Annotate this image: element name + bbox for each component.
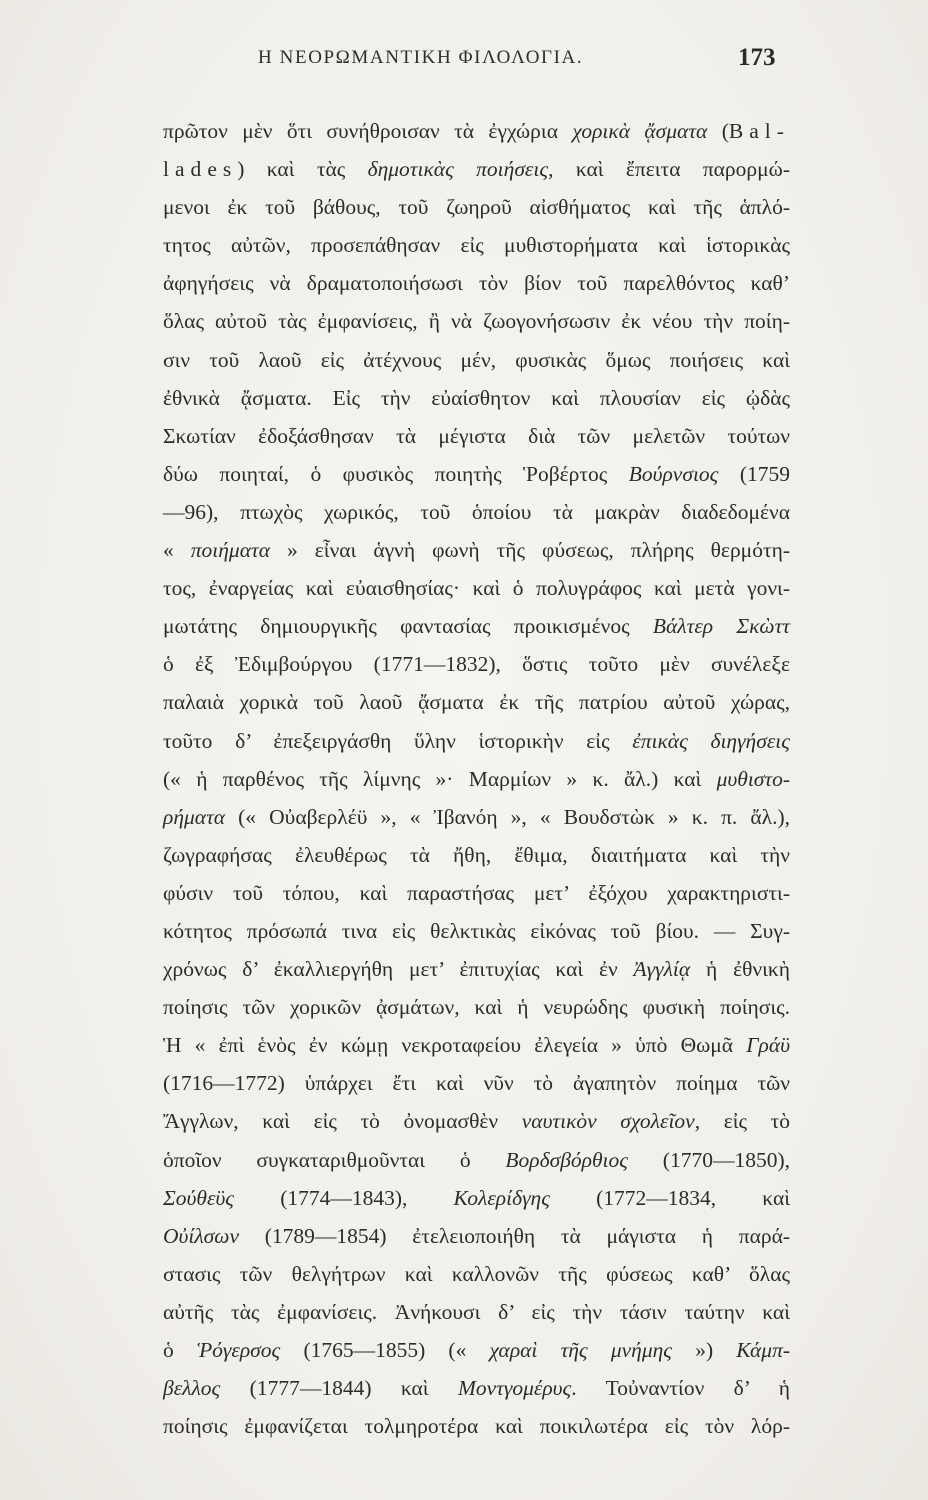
- roman-text: (1770—1850),: [628, 1147, 790, 1172]
- roman-text: (1774—1843),: [234, 1185, 454, 1210]
- spaced-text: lades: [163, 157, 238, 182]
- text-line: [163, 417, 790, 455]
- text-line: [163, 645, 790, 683]
- italic-text: ρήματα: [163, 804, 226, 829]
- italic-text: Κολερίδγης: [453, 1185, 550, 1210]
- text-line: [163, 1141, 790, 1179]
- roman-text: (1789—1854) ἐτελειοποιήθη τὰ μάγιστα ἡ παρά-: [239, 1223, 790, 1248]
- roman-text: ἐθνικὰ ᾄσματα. Εἰς τὴν εὐαίσθητον καὶ πλουσίαν εἰς ᾠδὰς: [163, 385, 790, 410]
- text-line: [163, 1217, 790, 1255]
- text-line: [163, 379, 790, 417]
- italic-text: ἐπικὰς διηγήσεις: [632, 728, 790, 753]
- roman-text: χρόνως δ’ ἐκαλλιεργήθη μετ’ ἐπιτυχίας καὶ ἐν: [163, 957, 634, 982]
- roman-text: . Τοὐναντίον δ’ ἡ: [571, 1376, 791, 1401]
- roman-text: ποίησις ἐμφανίζεται τολμηροτέρα καὶ ποικιλωτέρα εἰς τὸν λόρ-: [163, 1414, 790, 1439]
- roman-text: αὐτῆς τὰς ἐμφανίσεις. Ἀνήκουσι δ’ εἰς τὴν τάσιν ταύτην καὶ: [163, 1299, 790, 1324]
- roman-text: ὁ: [163, 1338, 197, 1362]
- text-line: [163, 836, 790, 874]
- running-title: Η ΝΕΟΡΩΜΑΝΤΙΚΗ ΦΙΛΟΛΟΓΙΑ.: [258, 47, 584, 68]
- roman-text: Σκωτίαν ἐδοξάσθησαν τὰ μέγιστα διὰ τῶν μελετῶν τούτων: [163, 423, 790, 448]
- text-line: [163, 226, 790, 264]
- italic-text: Κάμπ-: [736, 1338, 791, 1362]
- text-line: [163, 264, 790, 302]
- text-line: [163, 531, 790, 569]
- roman-text: ποίησις τῶν χορικῶν ᾀσμάτων, καὶ ἡ νευρώδης φυσικὴ ποίησις.: [163, 995, 790, 1020]
- italic-text: Βούρνσιος: [628, 461, 719, 486]
- text-line: [163, 950, 790, 988]
- page-number: 173: [738, 44, 776, 71]
- italic-text: Οὐίλσων: [163, 1223, 240, 1248]
- roman-text: «: [163, 538, 191, 563]
- roman-text: πρῶτον μὲν ὅτι συνήθροισαν τὰ ἐγχώρια: [163, 119, 573, 143]
- italic-text: Βάλτερ Σκὼττ: [652, 614, 790, 639]
- roman-text: τητος αὐτῶν, προσεπάθησαν εἰς μυθιστορήματα καὶ ἱστορικὰς: [163, 233, 790, 258]
- text-line: [163, 188, 790, 226]
- text-line: [163, 150, 790, 188]
- text-line: [163, 341, 790, 379]
- italic-text: δημοτικὰς ποιήσεις: [367, 157, 549, 182]
- roman-text: στασις τῶν θελγήτρων καὶ καλλονῶν τῆς φύσεως καθ’ ὅλας: [163, 1261, 790, 1286]
- italic-text: χαραὶ τῆς μνήμης: [489, 1338, 673, 1362]
- text-line: [163, 988, 790, 1026]
- roman-text: (: [707, 119, 729, 143]
- italic-text: χορικὰ ᾄσματα: [572, 119, 708, 143]
- roman-text: , καὶ ἔπειτα παρορμώ-: [548, 157, 790, 182]
- text-line: [163, 760, 790, 798]
- text-line: [163, 607, 790, 645]
- text-line: [163, 302, 790, 340]
- roman-text: μενοι ἐκ τοῦ βάθους, τοῦ ζωηροῦ αἰσθήματος καὶ τῆς ἁπλό-: [163, 195, 790, 220]
- text-line: [163, 1064, 790, 1102]
- roman-text: δύω ποιηταί, ὁ φυσικὸς ποιητὴς Ῥοβέρτος: [163, 461, 629, 486]
- roman-text: ὁ ἐξ Ἐδιμβούργου (1771—1832), ὅστις τοῦτο μὲν συνέλεξε: [163, 652, 790, 677]
- text-line: [163, 112, 790, 150]
- italic-text: Ῥόγερσος: [196, 1338, 281, 1362]
- roman-text: (1759: [718, 461, 790, 486]
- body-text: [163, 112, 790, 1445]
- text-line: [163, 1179, 790, 1217]
- text-line: [163, 1293, 790, 1331]
- roman-text: παλαιὰ χορικὰ τοῦ λαοῦ ᾄσματα ἐκ τῆς πατρίου αὐτοῦ χώρας,: [163, 690, 790, 715]
- roman-text: (« Οὐαβερλέϋ », « Ἰβανόη », « Βουδστὼκ » κ. π. ἄλ.),: [225, 804, 790, 829]
- italic-text: μυθιστο-: [716, 766, 790, 791]
- roman-text: Ἄγγλων, καὶ εἰς τὸ ὀνομασθὲν: [163, 1109, 522, 1134]
- text-line: [163, 493, 790, 531]
- roman-text: μωτάτης δημιουργικῆς φαντασίας προικισμένος: [163, 614, 653, 639]
- roman-text: »): [672, 1338, 737, 1362]
- italic-text: Ἀγγλίᾳ: [633, 957, 691, 982]
- roman-text: (« ἡ παρθένος τῆς λίμνης »· Μαρμίων » κ. ἄλ.) καὶ: [163, 766, 717, 791]
- roman-text: ὁποῖον συγκαταριθμοῦνται ὁ: [163, 1147, 506, 1172]
- roman-text: , εἰς τὸ: [694, 1109, 791, 1134]
- italic-text: Μοντγομέρυς: [457, 1376, 572, 1401]
- roman-text: τοῦτο δ’ ἐπεξειργάσθη ὕλην ἱστορικὴν εἰς: [163, 728, 633, 753]
- roman-text: ) καὶ τὰς: [237, 157, 368, 182]
- roman-text: » εἶναι ἁγνὴ φωνὴ τῆς φύσεως, πλήρης θερμότη-: [269, 538, 790, 563]
- text-line: [163, 1407, 790, 1445]
- text-line: [163, 1026, 790, 1064]
- text-line: [163, 912, 790, 950]
- text-line: [163, 1331, 790, 1369]
- roman-text: ζωγραφήσας ἐλευθέρως τὰ ἤθη, ἔθιμα, διαιτήματα καὶ τὴν: [163, 842, 790, 867]
- roman-text: Ἡ « ἐπὶ ἑνὸς ἐν κώμῃ νεκροταφείου ἐλεγεία » ὑπὸ Θωμᾶ: [163, 1033, 747, 1058]
- roman-text: φύσιν τοῦ τόπου, καὶ παραστήσας μετ’ ἐξόχου χαρακτηριστι-: [163, 880, 790, 905]
- roman-text: ὅλας αὐτοῦ τὰς ἐμφανίσεις, ἢ νὰ ζωογονήσωσιν ἐκ νέου τὴν ποίη-: [163, 309, 790, 334]
- text-line: [163, 1255, 790, 1293]
- text-line: [163, 1369, 790, 1407]
- roman-text: κότητος πρόσωπά τινα εἰς θελκτικὰς εἰκόνας τοῦ βίου. — Συγ-: [163, 918, 790, 943]
- roman-text: τος, ἐναργείας καὶ εὐαισθησίας· καὶ ὁ πολυγράφος καὶ μετὰ γονι-: [163, 576, 790, 601]
- text-line: [163, 1102, 790, 1140]
- roman-text: (1765—1855) («: [280, 1338, 490, 1362]
- italic-text: Γράϋ: [746, 1033, 790, 1058]
- italic-text: ναυτικὸν σχολεῖον: [521, 1109, 695, 1134]
- text-line: [163, 455, 790, 493]
- roman-text: (1777—1844) καὶ: [220, 1376, 458, 1401]
- roman-text: —96), πτωχὸς χωρικός, τοῦ ὁποίου τὰ μακρὰν διαδεδομένα: [163, 499, 790, 524]
- italic-text: Βορδσβόρθιος: [505, 1147, 629, 1172]
- text-line: [163, 874, 790, 912]
- text-line: [163, 722, 790, 760]
- text-line: [163, 683, 790, 721]
- roman-text: (1716—1772) ὑπάρχει ἔτι καὶ νῦν τὸ ἀγαπητὸν ποίημα τῶν: [163, 1071, 790, 1096]
- roman-text: (1772—1834, καὶ: [549, 1185, 790, 1210]
- italic-text: Σούθεϋς: [163, 1185, 235, 1210]
- roman-text: ἀφηγήσεις νὰ δραματοποιήσωσι τὸν βίον τοῦ παρελθόντος καθ’: [163, 271, 790, 296]
- roman-text: σιν τοῦ λαοῦ εἰς ἀτέχνους μέν, φυσικὰς ὅμως ποιήσεις καὶ: [163, 347, 790, 372]
- text-line: [163, 798, 790, 836]
- spaced-text: Bal-: [728, 119, 790, 143]
- roman-text: ἡ ἐθνικὴ: [690, 957, 791, 982]
- text-line: [163, 569, 790, 607]
- italic-text: ποιήματα: [190, 538, 270, 563]
- italic-text: βελλος: [163, 1376, 221, 1401]
